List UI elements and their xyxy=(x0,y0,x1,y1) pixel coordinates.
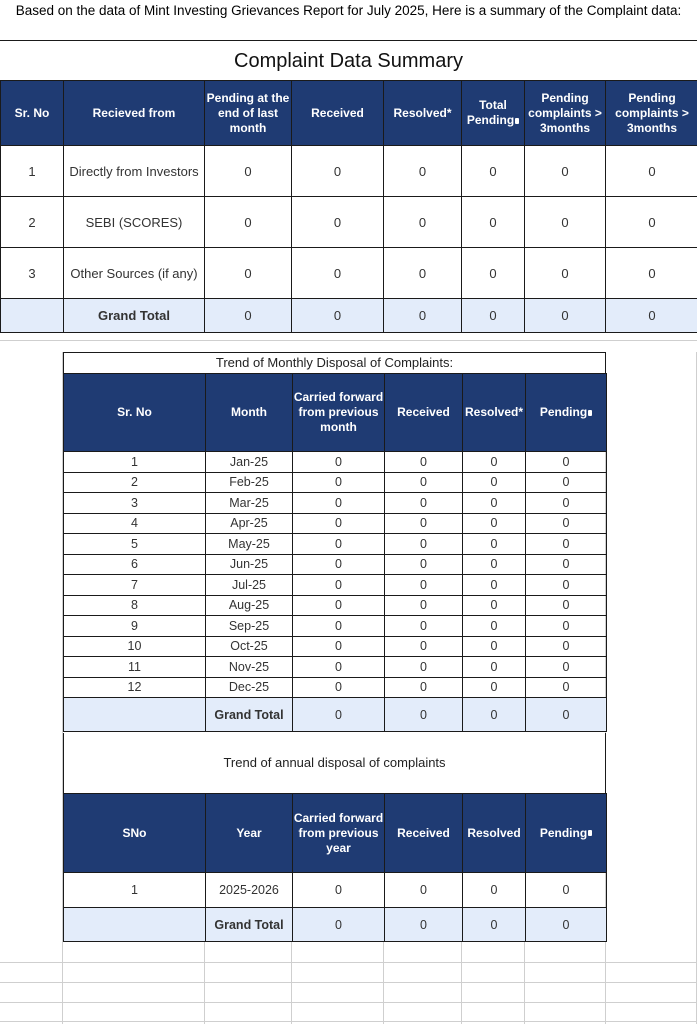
col-header: Total Pending xyxy=(462,81,525,146)
table-cell: 1 xyxy=(64,452,206,473)
table-cell: 3 xyxy=(1,248,64,299)
table-cell: Oct-25 xyxy=(206,636,293,657)
table-cell: 0 xyxy=(462,248,525,299)
table-row xyxy=(1,248,697,299)
table-cell: 0 xyxy=(463,908,526,942)
table-cell: 0 xyxy=(292,146,384,197)
table-cell: 0 xyxy=(292,248,384,299)
table-cell: 0 xyxy=(463,493,526,514)
table-cell: 0 xyxy=(463,657,526,678)
table-row xyxy=(64,493,607,514)
table-cell: 5 xyxy=(64,534,206,555)
table-cell: 0 xyxy=(525,248,606,299)
table-cell: 0 xyxy=(205,197,292,248)
table-cell: 0 xyxy=(463,472,526,493)
table-cell: Directly from Investors xyxy=(64,146,205,197)
table-cell: Apr-25 xyxy=(206,513,293,534)
table-cell xyxy=(1,299,64,333)
table-cell: 2025-2026 xyxy=(206,873,293,908)
table-cell: 0 xyxy=(606,248,697,299)
table-cell: 0 xyxy=(385,657,463,678)
col-header: Resolved xyxy=(463,794,526,873)
table-cell: 10 xyxy=(64,636,206,657)
table-cell: 0 xyxy=(526,493,607,514)
sheet-gridline xyxy=(0,340,697,341)
table-cell: Aug-25 xyxy=(206,595,293,616)
table-cell: 0 xyxy=(384,146,462,197)
table-row xyxy=(64,534,607,555)
table-cell: 0 xyxy=(385,636,463,657)
col-header: Carried forward from previous year xyxy=(293,794,385,873)
table-cell: 0 xyxy=(606,197,697,248)
table-cell: 0 xyxy=(385,534,463,555)
col-header: Year xyxy=(206,794,293,873)
table-row xyxy=(64,677,607,698)
table-cell: 0 xyxy=(293,873,385,908)
sheet-gridline xyxy=(524,942,525,1024)
table-cell: 0 xyxy=(384,299,462,333)
grand-total-row xyxy=(1,299,697,333)
table-cell: 0 xyxy=(293,493,385,514)
table-cell: 0 xyxy=(293,452,385,473)
table-cell: 0 xyxy=(293,698,385,732)
table-cell: 0 xyxy=(385,873,463,908)
col-header: Sr. No xyxy=(64,374,206,452)
table-cell: 0 xyxy=(463,513,526,534)
table-cell: 0 xyxy=(385,472,463,493)
grand-total-row xyxy=(64,698,607,732)
col-header: Recieved from xyxy=(64,81,205,146)
col-header: Received xyxy=(385,794,463,873)
table-cell: 8 xyxy=(64,595,206,616)
table-cell: 0 xyxy=(293,616,385,637)
table-cell: 0 xyxy=(526,554,607,575)
table-cell: 0 xyxy=(385,698,463,732)
table-row xyxy=(64,575,607,596)
col-header: Received xyxy=(385,374,463,452)
table-cell: 2 xyxy=(64,472,206,493)
table-cell: 0 xyxy=(526,616,607,637)
table-cell: Other Sources (if any) xyxy=(64,248,205,299)
table-cell: 0 xyxy=(385,554,463,575)
table-cell: 0 xyxy=(462,146,525,197)
table-row xyxy=(64,636,607,657)
table-cell: 0 xyxy=(385,908,463,942)
table-cell: 11 xyxy=(64,657,206,678)
table-cell: Dec-25 xyxy=(206,677,293,698)
table-cell: 0 xyxy=(463,452,526,473)
intro-border xyxy=(0,40,697,41)
col-header: Sr. No xyxy=(1,81,64,146)
table-cell: 0 xyxy=(463,698,526,732)
table-cell: 0 xyxy=(525,197,606,248)
table-cell: 2 xyxy=(1,197,64,248)
table-cell: Jun-25 xyxy=(206,554,293,575)
report-intro: Based on the data of Mint Investing Grievances Report for July 2025, Here is a summary of the Complaint data: xyxy=(15,3,682,18)
table-cell: 0 xyxy=(463,575,526,596)
table-cell: 0 xyxy=(293,657,385,678)
sheet-gridline xyxy=(291,942,292,1024)
table-cell: 0 xyxy=(526,636,607,657)
complaint-summary-table xyxy=(0,80,697,333)
table-cell: 0 xyxy=(205,146,292,197)
table-cell: 0 xyxy=(205,248,292,299)
col-header: Pending at the end of last month xyxy=(205,81,292,146)
table-cell: 0 xyxy=(526,534,607,555)
table-cell: 1 xyxy=(64,873,206,908)
col-header: SNo xyxy=(64,794,206,873)
grand-total-row xyxy=(64,908,607,942)
col-header: Received xyxy=(292,81,384,146)
table-cell: 0 xyxy=(526,698,607,732)
table-cell: 0 xyxy=(463,677,526,698)
sheet-gridline xyxy=(0,1002,697,1003)
table-cell: 0 xyxy=(526,575,607,596)
table-cell: 0 xyxy=(463,554,526,575)
table-cell: 0 xyxy=(526,472,607,493)
table-cell: 0 xyxy=(526,452,607,473)
table-row xyxy=(64,513,607,534)
col-header: Resolved* xyxy=(384,81,462,146)
table-row xyxy=(64,595,607,616)
table-cell: 0 xyxy=(462,197,525,248)
monthly-disposal-table xyxy=(63,373,607,732)
summary-header-row xyxy=(1,81,697,146)
table-cell: 3 xyxy=(64,493,206,514)
col-header: Resolved* xyxy=(463,374,526,452)
table-row xyxy=(64,472,607,493)
table-cell: 0 xyxy=(463,595,526,616)
table-cell: 0 xyxy=(526,595,607,616)
annual-header-row xyxy=(64,794,607,873)
table-cell: 0 xyxy=(526,677,607,698)
table-cell: 0 xyxy=(385,452,463,473)
table-row xyxy=(64,452,607,473)
table-cell: 9 xyxy=(64,616,206,637)
table-cell: Jul-25 xyxy=(206,575,293,596)
table-cell: 0 xyxy=(526,908,607,942)
sheet-gridline xyxy=(0,962,697,963)
col-header: Carried forward from previous month xyxy=(293,374,385,452)
annual-disposal-table xyxy=(63,793,607,942)
table-cell: 0 xyxy=(606,299,697,333)
grand-total-label: Grand Total xyxy=(206,698,293,732)
table-cell: 6 xyxy=(64,554,206,575)
grand-total-label: Grand Total xyxy=(64,299,205,333)
table-cell: 0 xyxy=(463,636,526,657)
table-cell: 0 xyxy=(293,554,385,575)
annual-trend-title: Trend of annual disposal of complaints xyxy=(63,733,606,793)
table-cell: 0 xyxy=(293,575,385,596)
table-cell: 0 xyxy=(463,616,526,637)
table-cell: 0 xyxy=(293,472,385,493)
table-cell xyxy=(64,698,206,732)
table-cell: 0 xyxy=(293,595,385,616)
table-cell: 1 xyxy=(1,146,64,197)
table-cell: 7 xyxy=(64,575,206,596)
table-cell: 0 xyxy=(385,595,463,616)
grand-total-label: Grand Total xyxy=(206,908,293,942)
table-cell: 0 xyxy=(385,493,463,514)
table-cell: 0 xyxy=(384,197,462,248)
table-cell: 0 xyxy=(292,299,384,333)
table-cell: 0 xyxy=(526,657,607,678)
table-row xyxy=(64,554,607,575)
col-header: Pending xyxy=(526,794,607,873)
table-row xyxy=(64,657,607,678)
col-header: Month xyxy=(206,374,293,452)
sheet-gridline xyxy=(0,1021,697,1022)
table-cell: Nov-25 xyxy=(206,657,293,678)
table-cell: 0 xyxy=(526,513,607,534)
table-cell: 0 xyxy=(205,299,292,333)
table-cell: 12 xyxy=(64,677,206,698)
table-row xyxy=(1,146,697,197)
table-cell: 0 xyxy=(385,513,463,534)
table-cell: 0 xyxy=(293,908,385,942)
table-row xyxy=(1,197,697,248)
table-cell: May-25 xyxy=(206,534,293,555)
sheet-gridline xyxy=(461,942,462,1024)
sheet-gridline xyxy=(0,982,697,983)
table-cell: 0 xyxy=(385,677,463,698)
summary-title: Complaint Data Summary xyxy=(234,50,463,72)
sheet-gridline xyxy=(383,942,384,1024)
table-cell: Jan-25 xyxy=(206,452,293,473)
table-cell: 0 xyxy=(293,636,385,657)
table-row xyxy=(64,616,607,637)
col-header: Pending xyxy=(526,374,607,452)
monthly-trend-title: Trend of Monthly Disposal of Complaints: xyxy=(63,352,606,373)
table-cell: Feb-25 xyxy=(206,472,293,493)
table-row xyxy=(64,873,607,908)
table-cell: 0 xyxy=(385,616,463,637)
table-cell xyxy=(64,908,206,942)
table-cell: 0 xyxy=(293,513,385,534)
table-cell: 0 xyxy=(525,299,606,333)
monthly-header-row xyxy=(64,374,607,452)
table-cell: 0 xyxy=(526,873,607,908)
table-cell: 0 xyxy=(463,534,526,555)
table-cell: 4 xyxy=(64,513,206,534)
table-cell: 0 xyxy=(463,873,526,908)
table-cell: 0 xyxy=(525,146,606,197)
table-cell: 0 xyxy=(292,197,384,248)
table-cell: Sep-25 xyxy=(206,616,293,637)
table-cell: 0 xyxy=(293,677,385,698)
table-cell: 0 xyxy=(462,299,525,333)
sheet-gridline xyxy=(204,942,205,1024)
table-cell: 0 xyxy=(293,534,385,555)
table-cell: 0 xyxy=(606,146,697,197)
table-cell: 0 xyxy=(385,575,463,596)
table-cell: 0 xyxy=(384,248,462,299)
table-cell: Mar-25 xyxy=(206,493,293,514)
col-header: Pending complaints > 3months xyxy=(525,81,606,146)
col-header: Pending complaints > 3months xyxy=(606,81,697,146)
table-cell: SEBI (SCORES) xyxy=(64,197,205,248)
